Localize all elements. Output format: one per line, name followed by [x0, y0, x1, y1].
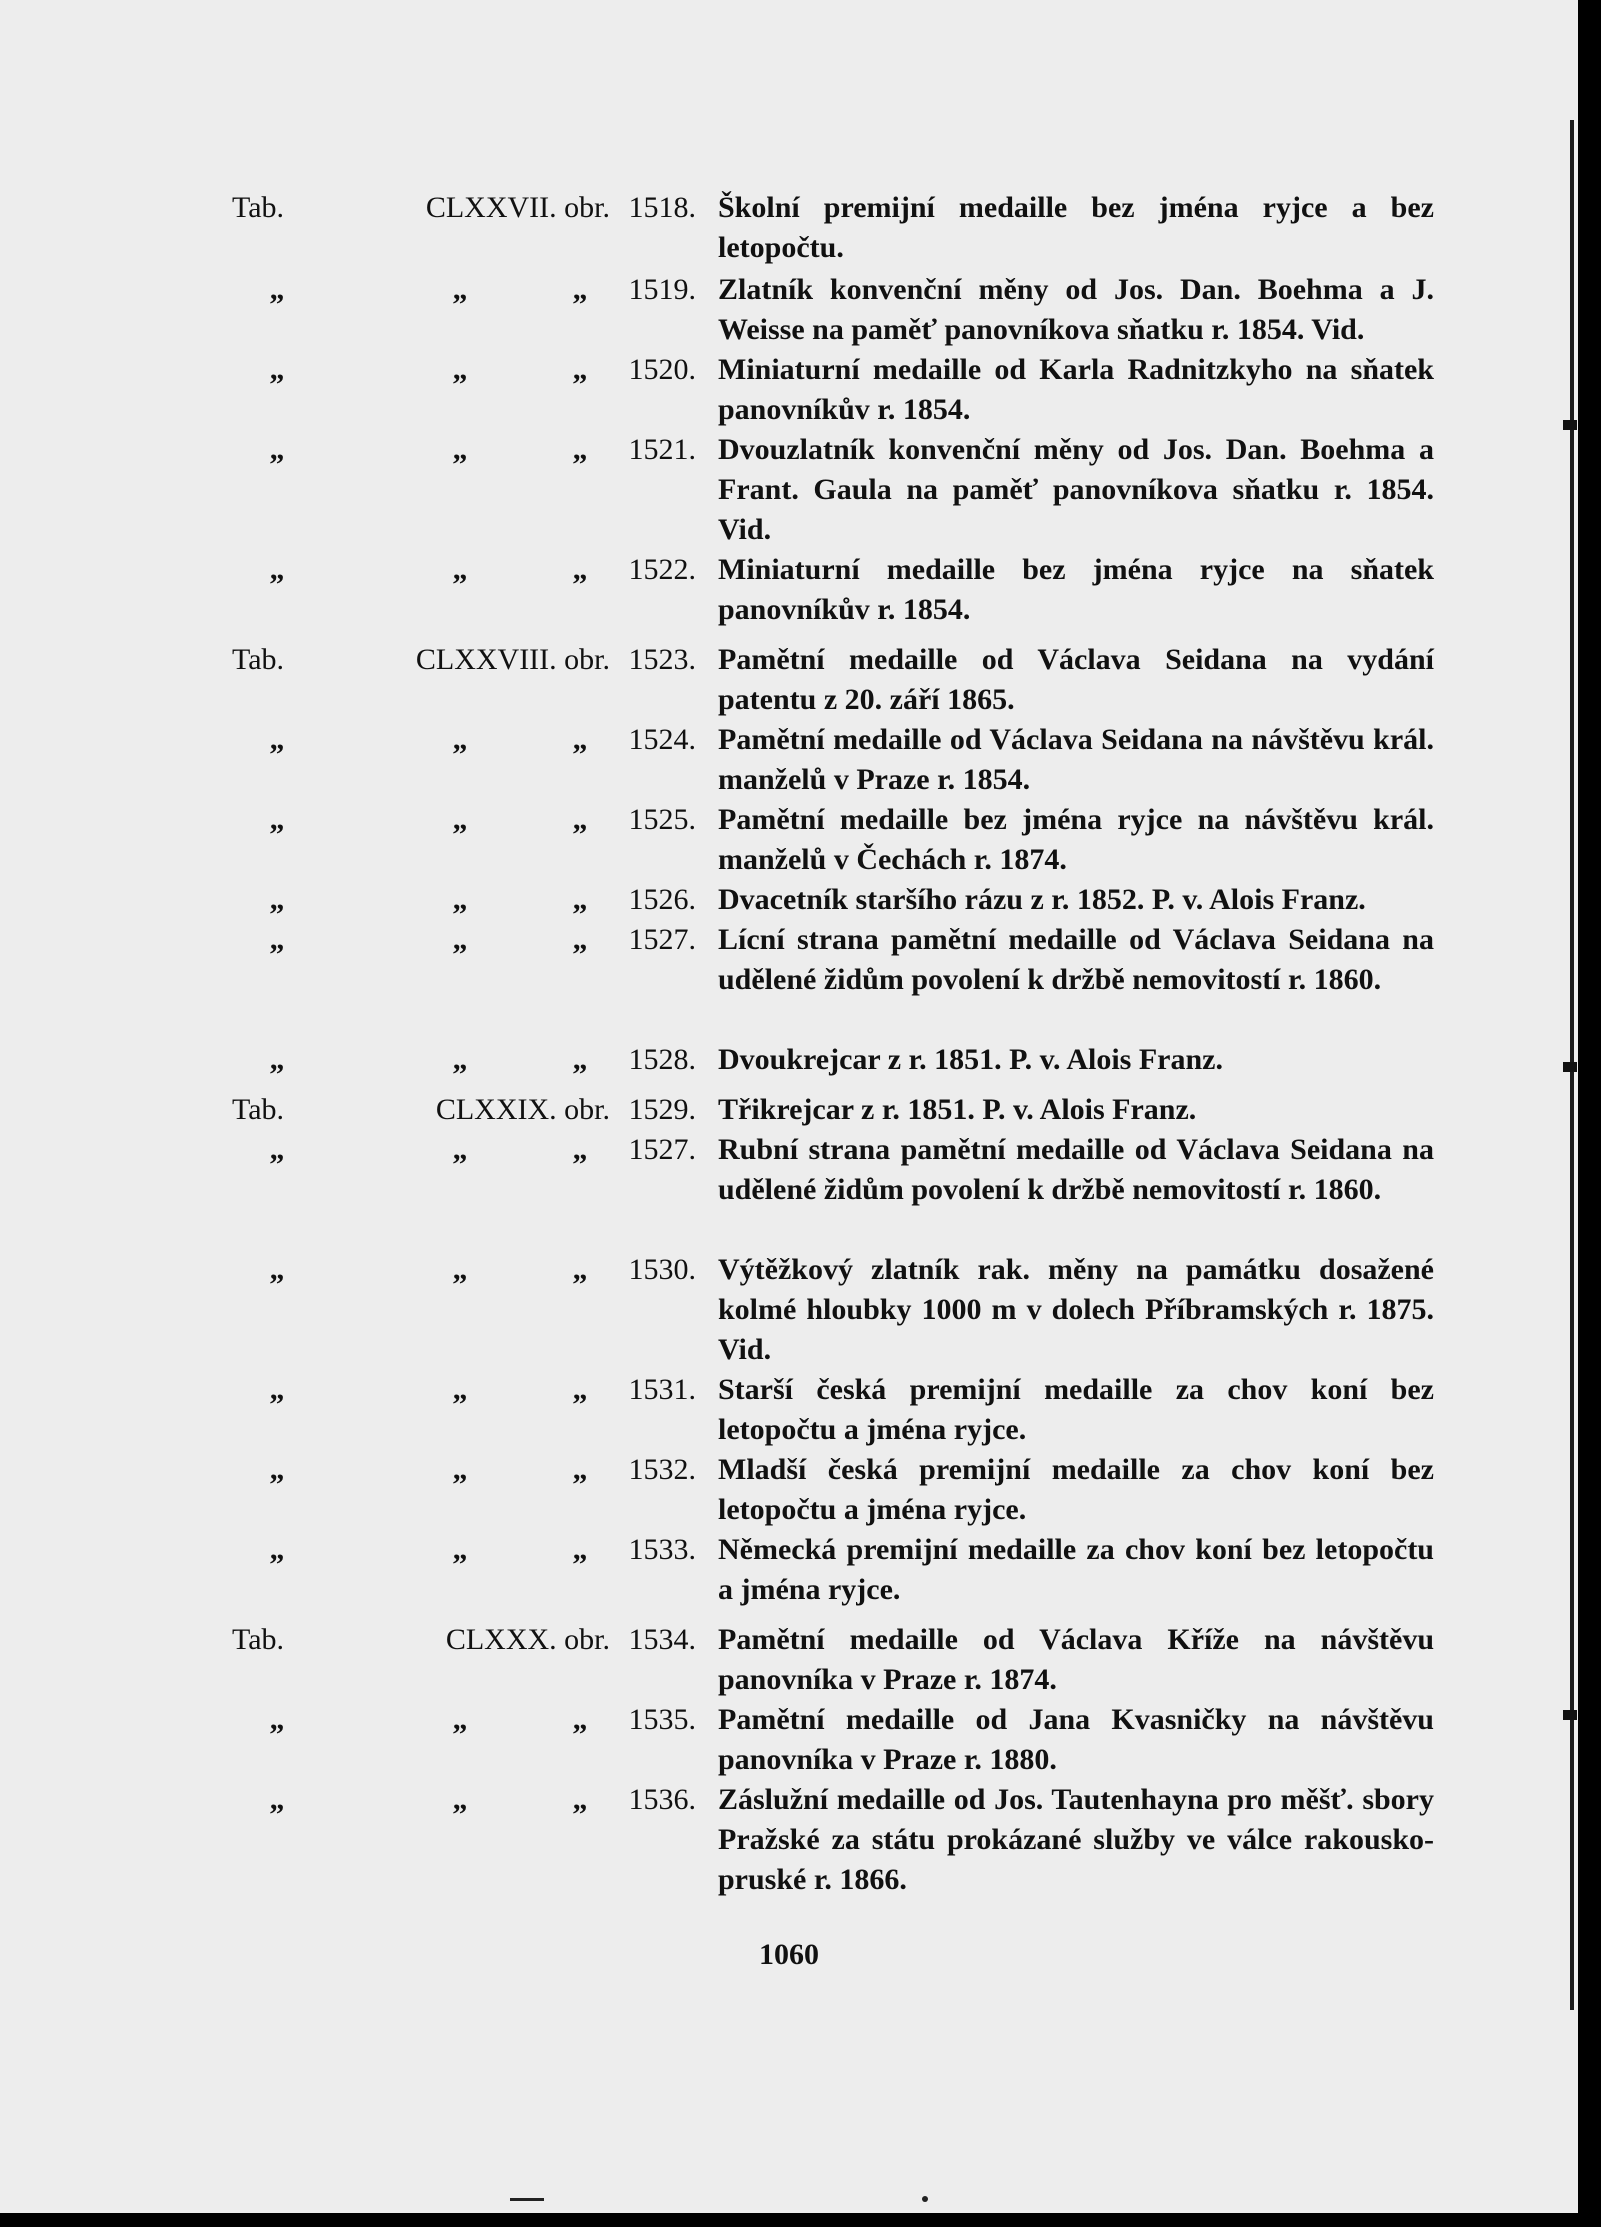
plate-ditto-mark: „ — [452, 723, 468, 756]
figure-number: 1524. — [628, 723, 696, 756]
tab-label: Tab. — [232, 1093, 285, 1126]
entry-description: Německá premijní medaille za chov koní bez letopočtu a jména ryjce. — [718, 1533, 1434, 1606]
plate-reference: CLXXVII. obr. — [425, 191, 610, 224]
figure-ditto-mark: „ — [572, 1133, 588, 1166]
entry-description: Třikrejcar z r. 1851. P. v. Alois Franz. — [718, 1093, 1197, 1126]
tab-ditto-mark: „ — [269, 353, 285, 386]
plate-ditto-mark: „ — [452, 1043, 468, 1076]
figure-number: 1531. — [628, 1373, 696, 1406]
figure-number: 1528. — [628, 1043, 696, 1076]
figure-ditto-mark: „ — [572, 1533, 588, 1566]
figure-number: 1530. — [628, 1253, 696, 1286]
figure-number: 1527. — [628, 1133, 696, 1166]
figure-number: 1526. — [628, 883, 696, 916]
figure-number: 1521. — [628, 433, 696, 466]
edge-mark — [1563, 1062, 1577, 1072]
figure-number: 1536. — [628, 1783, 696, 1816]
plate-ditto-mark: „ — [452, 353, 468, 386]
figure-ditto-mark: „ — [572, 1373, 588, 1406]
tab-ditto-mark: „ — [269, 883, 285, 916]
figure-ditto-mark: „ — [572, 433, 588, 466]
plate-ditto-mark: „ — [452, 433, 468, 466]
figure-ditto-mark: „ — [572, 883, 588, 916]
plate-ditto-mark: „ — [452, 1373, 468, 1406]
entry-description: Pamětní medaille od Václava Kříže na návštěvu panovníka v Praze r. 1874. — [718, 1623, 1434, 1696]
tab-ditto-mark: „ — [269, 1453, 285, 1486]
tab-ditto-mark: „ — [269, 723, 285, 756]
figure-ditto-mark: „ — [572, 723, 588, 756]
figure-ditto-mark: „ — [572, 1703, 588, 1736]
entry-description: Miniaturní medaille od Karla Radnitzkyho na sňatek panovníkův r. 1854. — [718, 353, 1434, 426]
figure-ditto-mark: „ — [572, 353, 588, 386]
tab-ditto-mark: „ — [269, 433, 285, 466]
figure-ditto-mark: „ — [572, 1253, 588, 1286]
entry-description: Miniaturní medaille bez jména ryjce na sňatek panovníkův r. 1854. — [718, 553, 1434, 626]
figure-number: 1532. — [628, 1453, 696, 1486]
tab-ditto-mark: „ — [269, 1133, 285, 1166]
entry-description: Pamětní medaille od Václava Seidana na vydání patentu z 20. září 1865. — [718, 643, 1434, 716]
page-number: 1060 — [759, 1938, 819, 1971]
figure-ditto-mark: „ — [572, 273, 588, 306]
tab-ditto-mark: „ — [269, 1783, 285, 1816]
plate-reference: CLXXIX. obr. — [435, 1093, 610, 1126]
tab-ditto-mark: „ — [269, 1703, 285, 1736]
entry-description: Zlatník konvenční měny od Jos. Dan. Boehma a J. Weisse na paměť panovníkova sňatku r. 1854. Vid. — [718, 273, 1434, 346]
entry-description: Starší česká premijní medaille za chov koní bez letopočtu a jména ryjce. — [718, 1373, 1434, 1446]
edge-mark — [1563, 420, 1577, 430]
figure-ditto-mark: „ — [572, 803, 588, 836]
tab-ditto-mark: „ — [269, 553, 285, 586]
figure-number: 1535. — [628, 1703, 696, 1736]
entry-description: Lícní strana pamětní medaille od Václava Seidana na udělené židům povolení k držbě nemovitostí r. 1860. — [718, 923, 1434, 996]
entry-description: Dvoukrejcar z r. 1851. P. v. Alois Franz. — [718, 1043, 1223, 1076]
entry-description: Pamětní medaille od Jana Kvasničky na návštěvu panovníka v Praze r. 1880. — [718, 1703, 1434, 1776]
figure-number: 1525. — [628, 803, 696, 836]
figure-number: 1522. — [628, 553, 696, 586]
figure-ditto-mark: „ — [572, 1453, 588, 1486]
tab-ditto-mark: „ — [269, 923, 285, 956]
plate-ditto-mark: „ — [452, 1783, 468, 1816]
plate-ditto-mark: „ — [452, 1453, 468, 1486]
tab-ditto-mark: „ — [269, 1373, 285, 1406]
plate-ditto-mark: „ — [452, 1133, 468, 1166]
plate-ditto-mark: „ — [452, 1703, 468, 1736]
figure-ditto-mark: „ — [572, 1783, 588, 1816]
plate-ditto-mark: „ — [452, 883, 468, 916]
entry-description: Dvacetník staršího rázu z r. 1852. P. v. Alois Franz. — [718, 883, 1366, 916]
figure-ditto-mark: „ — [572, 923, 588, 956]
entry-description: Rubní strana pamětní medaille od Václava Seidana na udělené židům povolení k držbě nemovitostí r. 1860. — [718, 1133, 1434, 1206]
plate-reference: CLXXX. obr. — [445, 1623, 610, 1656]
plate-reference: CLXXVIII. obr. — [415, 643, 610, 676]
plate-ditto-mark: „ — [452, 553, 468, 586]
tab-ditto-mark: „ — [269, 1043, 285, 1076]
tab-ditto-mark: „ — [269, 803, 285, 836]
tab-label: Tab. — [232, 643, 285, 676]
plate-ditto-mark: „ — [452, 273, 468, 306]
entry-description: Dvouzlatník konvenční měny od Jos. Dan. Boehma a Frant. Gaula na paměť panovníkova sňatku r. 1854. Vid. — [718, 433, 1434, 546]
entry-description: Školní premijní medaille bez jména ryjce a bez letopočtu. — [718, 191, 1434, 264]
tab-ditto-mark: „ — [269, 1533, 285, 1566]
figure-number: 1529. — [628, 1093, 696, 1126]
plate-ditto-mark: „ — [452, 803, 468, 836]
figure-number: 1520. — [628, 353, 696, 386]
figure-ditto-mark: „ — [572, 553, 588, 586]
plate-ditto-mark: „ — [452, 1253, 468, 1286]
scan-mark — [510, 2198, 544, 2201]
scan-mark — [922, 2196, 928, 2202]
figure-number: 1534. — [628, 1623, 696, 1656]
tab-label: Tab. — [232, 191, 285, 224]
tab-ditto-mark: „ — [269, 1253, 285, 1286]
entry-description: Mladší česká premijní medaille za chov koní bez letopočtu a jména ryjce. — [718, 1453, 1434, 1526]
tab-label: Tab. — [232, 1623, 285, 1656]
figure-number: 1518. — [628, 191, 696, 224]
plate-ditto-mark: „ — [452, 923, 468, 956]
figure-number: 1533. — [628, 1533, 696, 1566]
figure-number: 1523. — [628, 643, 696, 676]
plate-ditto-mark: „ — [452, 1533, 468, 1566]
entry-description: Pamětní medaille od Václava Seidana na návštěvu král. manželů v Praze r. 1854. — [718, 723, 1434, 796]
entry-description: Výtěžkový zlatník rak. měny na památku dosažené kolmé hloubky 1000 m v dolech Příbramských r. 1875. Vid. — [718, 1253, 1434, 1366]
entry-description: Pamětní medaille bez jména ryjce na návštěvu král. manželů v Čechách r. 1874. — [718, 803, 1434, 876]
figure-number: 1527. — [628, 923, 696, 956]
figure-number: 1519. — [628, 273, 696, 306]
entry-description: Záslužní medaille od Jos. Tautenhayna pro měšť. sbory Pražské za státu prokázané služby ve válce rakousko-pruské r. 1866. — [718, 1783, 1434, 1896]
tab-ditto-mark: „ — [269, 273, 285, 306]
figure-ditto-mark: „ — [572, 1043, 588, 1076]
edge-mark — [1563, 1710, 1577, 1720]
